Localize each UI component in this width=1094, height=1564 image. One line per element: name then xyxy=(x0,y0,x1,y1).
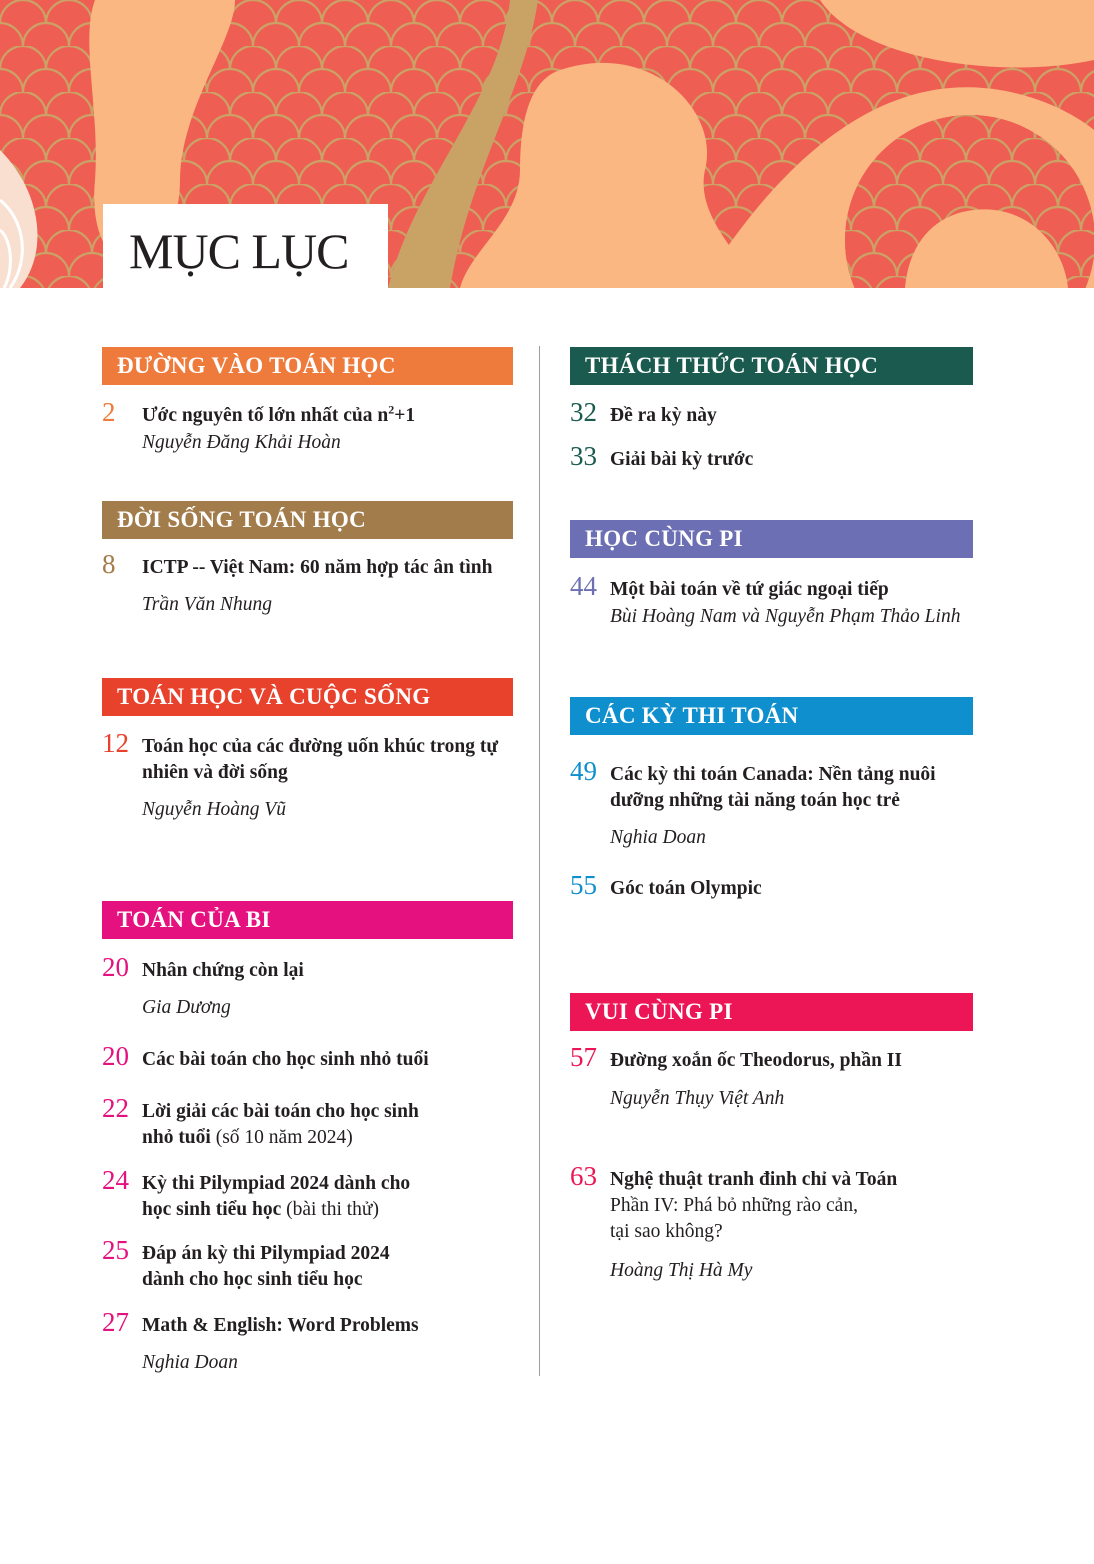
article-author: Nghia Doan xyxy=(142,1352,238,1373)
article-subtitle: tại sao không? xyxy=(610,1221,723,1242)
section-header-vui-cung-pi: VUI CÙNG PI xyxy=(570,993,973,1031)
article-author: Trần Văn Nhung xyxy=(142,594,273,615)
page-number: 2 xyxy=(102,397,116,427)
article-author: Hoàng Thị Hà My xyxy=(610,1260,753,1281)
article-author: Nguyễn Thụy Việt Anh xyxy=(610,1088,785,1109)
article-title: Một bài toán về tứ giác ngoại tiếp xyxy=(610,579,889,600)
section-header-toan-cua-bi: TOÁN CỦA BI xyxy=(102,901,513,939)
article-title: Góc toán Olympic xyxy=(610,878,762,899)
page-number: 24 xyxy=(102,1165,129,1195)
page-number: 20 xyxy=(102,952,129,982)
page-number: 49 xyxy=(570,756,597,786)
article-title: Math & English: Word Problems xyxy=(142,1315,419,1336)
page-number: 27 xyxy=(102,1307,129,1337)
section-header-toan-hoc-va-cuoc-song: TOÁN HỌC VÀ CUỘC SỐNG xyxy=(102,678,513,716)
page-number: 63 xyxy=(570,1161,597,1191)
section-header-duong-vao-toan-hoc: ĐƯỜNG VÀO TOÁN HỌC xyxy=(102,347,513,385)
section-header-doi-song-toan-hoc: ĐỜI SỐNG TOÁN HỌC xyxy=(102,501,513,539)
page-number: 25 xyxy=(102,1235,129,1265)
page-number: 32 xyxy=(570,397,597,427)
superscript: 2 xyxy=(388,402,395,417)
article-author: Nghia Doan xyxy=(610,827,706,848)
page-title: MỤC LỤC xyxy=(129,223,349,279)
title-box xyxy=(103,204,388,288)
section-header-thach-thuc-toan-hoc: THÁCH THỨC TOÁN HỌC xyxy=(570,347,973,385)
article-title: Các bài toán cho học sinh nhỏ tuổi xyxy=(142,1049,429,1070)
article-title: Nghệ thuật tranh đinh chỉ và Toán Phần IV: Phá bỏ những rào cản, tại sao không? xyxy=(610,1167,1000,1245)
section-header-hoc-cung-pi: HỌC CÙNG PI xyxy=(570,520,973,558)
article-title: Kỳ thi Pilympiad 2024 dành cho học sinh tiểu học (bài thi thử) xyxy=(142,1173,411,1220)
page-number: 55 xyxy=(570,870,597,900)
article-author: Bùi Hoàng Nam và Nguyễn Phạm Thảo Linh xyxy=(610,606,961,627)
page-number: 8 xyxy=(102,549,116,579)
article-author: Nguyễn Đăng Khải Hoàn xyxy=(142,432,341,453)
article-title: Đường xoắn ốc Theodorus, phần II xyxy=(610,1050,902,1071)
header-banner xyxy=(0,0,1094,288)
page-number: 22 xyxy=(102,1093,129,1123)
page-number: 20 xyxy=(102,1041,129,1071)
article-author: Gia Dương xyxy=(142,997,231,1018)
article-title: Lời giải các bài toán cho học sinh nhỏ tuổi (số 10 năm 2024) xyxy=(142,1101,419,1148)
article-title: Toán học của các đường uốn khúc trong tự nhiên và đời sống xyxy=(142,736,499,783)
article-title: Ước nguyên tố lớn nhất của $n^2+1$ xyxy=(142,402,416,426)
column-divider xyxy=(539,346,540,1376)
page-number: 44 xyxy=(570,571,597,601)
section-header-cac-ky-thi-toan: CÁC KỲ THI TOÁN xyxy=(570,697,973,735)
article-title: Đề ra kỳ này xyxy=(610,405,717,426)
article-subtitle: Phần IV: Phá bỏ những rào cản, xyxy=(610,1195,858,1216)
page-number: 33 xyxy=(570,441,597,471)
article-title: ICTP -- Việt Nam: 60 năm hợp tác ân tình xyxy=(142,557,493,578)
article-title: Các kỳ thi toán Canada: Nền tảng nuôi dưỡng những tài năng toán học trẻ xyxy=(610,764,936,811)
page-number: 57 xyxy=(570,1042,597,1072)
page-number: 12 xyxy=(102,728,129,758)
article-author: Nguyễn Hoàng Vũ xyxy=(142,799,287,820)
article-title: Nhân chứng còn lại xyxy=(142,960,304,981)
article-title: Giải bài kỳ trước xyxy=(610,449,754,470)
article-title: Đáp án kỳ thi Pilympiad 2024 dành cho học sinh tiểu học xyxy=(142,1243,390,1290)
